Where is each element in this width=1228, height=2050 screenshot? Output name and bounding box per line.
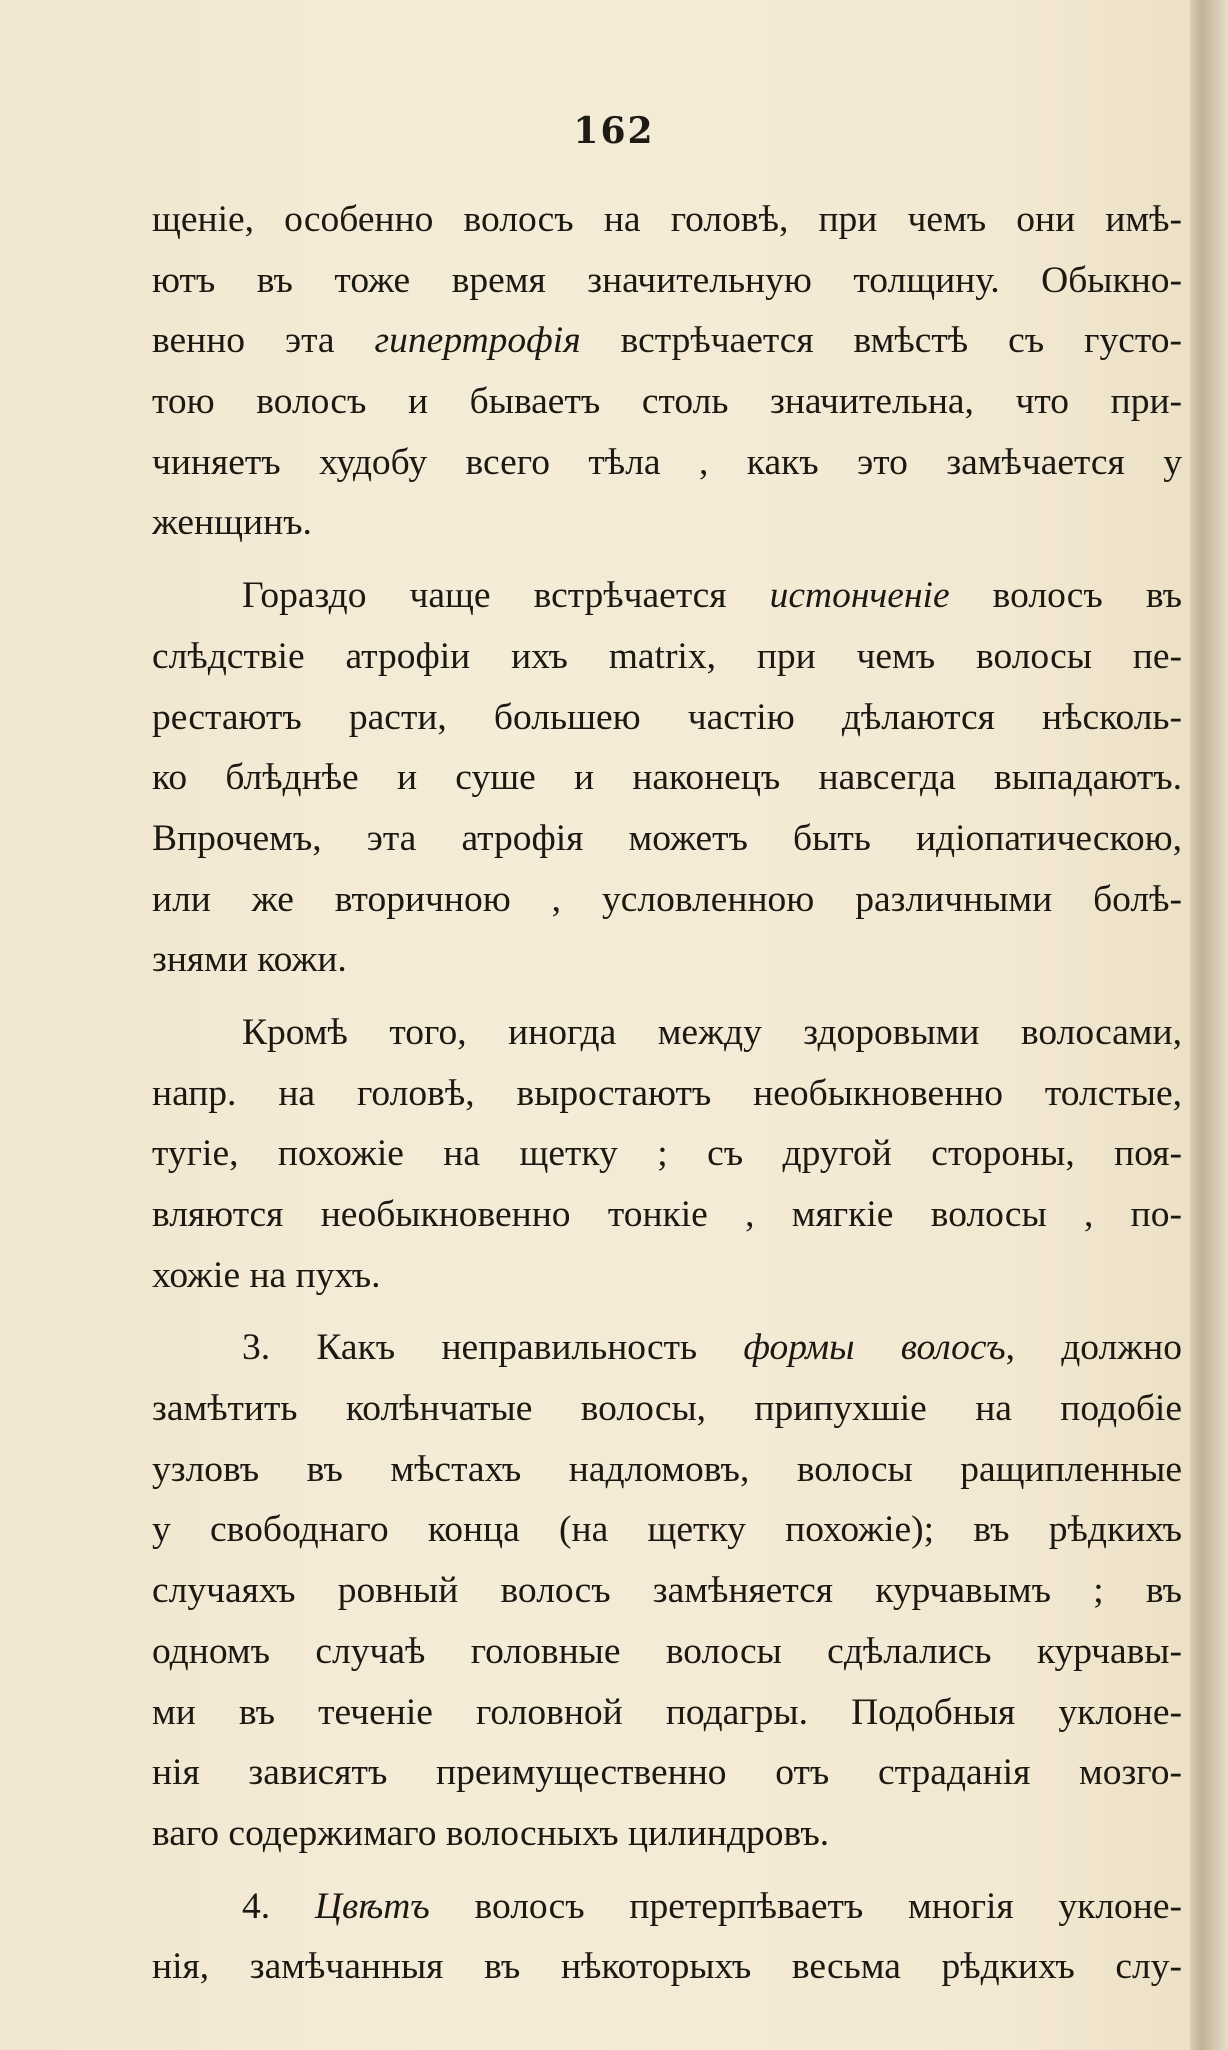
text-line: женщинъ. xyxy=(152,502,312,544)
text-line: случаяхъ ровный волосъ замѣняется курчавымъ ; въ xyxy=(152,1570,1182,1612)
text-line: щеніе, особенно волосъ на головѣ, при чемъ они имѣ- xyxy=(152,199,1182,240)
text-line: 4. Цвѣтъ волосъ претерпѣваетъ многія уклоне- xyxy=(242,1885,1183,1927)
text-line: ми въ теченіе головной подагры. Подобныя уклоне- xyxy=(152,1691,1182,1733)
text-line: тугіе, похожіе на щетку ; съ другой стороны, поя- xyxy=(152,1133,1182,1175)
text-line: ко блѣднѣе и суше и наконецъ навсегда выпадаютъ. xyxy=(152,757,1182,799)
emphasized-term: формы волосъ xyxy=(743,1327,1006,1369)
emphasized-term: Цвѣтъ xyxy=(314,1885,430,1927)
page-gutter-shadow xyxy=(1190,0,1228,2050)
text-line: хожіе на пухъ. xyxy=(152,1254,381,1296)
paragraph xyxy=(152,566,1182,991)
paragraph xyxy=(152,190,1182,554)
paragraph xyxy=(152,1003,1182,1306)
text-line: венно эта гипертрофія встрѣчается вмѣстѣ съ густо- xyxy=(152,320,1182,362)
emphasized-term: истонченіе xyxy=(769,575,950,617)
text-line: рестаютъ расти, большею частію дѣлаются нѣсколь- xyxy=(152,696,1182,738)
text-line: ютъ въ тоже время значительную толщину. Обыкно- xyxy=(152,259,1182,301)
text-line: замѣтить колѣнчатые волосы, припухшіе на подобіе xyxy=(152,1388,1182,1430)
text-line: Кромѣ того, иногда между здоровыми волосами, xyxy=(242,1011,1182,1053)
text-line: ваго содержимаго волосныхъ цилиндровъ. xyxy=(152,1812,830,1854)
text-line: нія зависятъ преимущественно отъ страданія мозго- xyxy=(152,1752,1182,1794)
page-body xyxy=(152,190,1182,1998)
text-line: Впрочемъ, эта атрофія можетъ быть идіопатическою, xyxy=(152,817,1182,859)
text-line: у свободнаго конца (на щетку похожіе); въ рѣдкихъ xyxy=(152,1509,1182,1551)
page-number: 162 xyxy=(573,110,655,152)
text-line: 3. Какъ неправильность формы волосъ, должно xyxy=(242,1327,1182,1369)
text-line: знями кожи. xyxy=(152,939,347,981)
emphasized-term: гипертрофія xyxy=(374,320,581,362)
paragraph xyxy=(152,1877,1182,1998)
paragraph xyxy=(152,1318,1182,1864)
text-line: или же вторичною , условленною различными болѣ- xyxy=(152,878,1182,920)
text-line: Гораздо чаще встрѣчается истонченіе волосъ въ xyxy=(242,575,1182,617)
text-line: одномъ случаѣ головные волосы сдѣлались курчавы- xyxy=(152,1630,1182,1672)
text-line: чиняетъ худобу всего тѣла , какъ это замѣчается у xyxy=(152,441,1182,483)
text-line: тою волосъ и бываетъ столь значительна, что при- xyxy=(152,381,1182,423)
text-line: напр. на головѣ, выростаютъ необыкновенно толстые, xyxy=(152,1072,1182,1114)
text-line: слѣдствіе атрофіи ихъ matrix, при чемъ волосы пе- xyxy=(152,635,1182,677)
text-line: вляются необыкновенно тонкіе , мягкіе волосы , по- xyxy=(152,1194,1182,1235)
text-line: нія, замѣчанныя въ нѣкоторыхъ весьма рѣдкихъ слу- xyxy=(152,1946,1182,1988)
text-line: узловъ въ мѣстахъ надломовъ, волосы ращипленные xyxy=(152,1448,1182,1490)
